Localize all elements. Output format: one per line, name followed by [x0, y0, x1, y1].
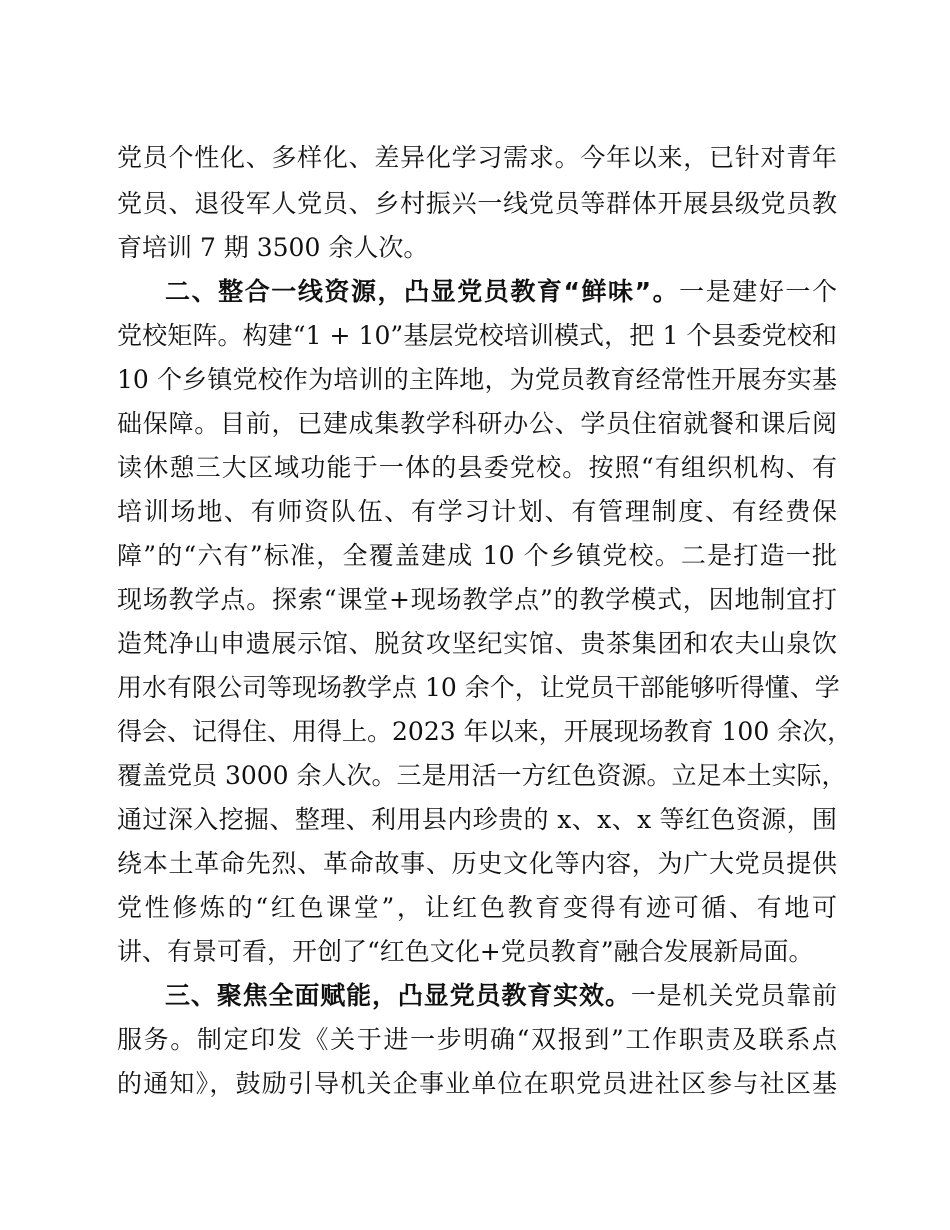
p1-line-1: 党员个性化、多样化、差异化学习需求。今年以来，已针对青年: [117, 143, 837, 172]
p2-line-6: 培训场地、有师资队伍、有学习计划、有管理制度、有经费保: [117, 497, 837, 526]
p2-line-9: 造梵净山申遗展示馆、脱贫攻坚纪实馆、贵茶集团和农夫山泉饮: [117, 629, 837, 658]
p2-line-3: 10 个乡镇党校作为培训的主阵地，为党员教育经常性开展夯实基: [117, 365, 837, 394]
p2-line-14: 绕本土革命先烈、革命故事、历史文化等内容，为广大党员提供: [117, 849, 837, 878]
p2-line-2: 党校矩阵。构建“1 + 10”基层党校培训模式，把 1 个县委党校和: [117, 321, 837, 350]
p2-line-5: 读休憩三大区域功能于一体的县委党校。按照“有组织机构、有: [117, 453, 837, 482]
p2-line-13: 通过深入挖掘、整理、利用县内珍贵的 x、x、x 等红色资源，围: [117, 805, 837, 834]
p3-line-1: [165, 974, 837, 1018]
p3-line-1-rest: 一是机关党员靠前: [630, 981, 837, 1010]
p2-line-10: 用水有限公司等现场教学点 10 余个，让党员干部能够听得懂、学: [117, 673, 840, 702]
section-heading-2: 二、整合一线资源，凸显党员教育“鲜味”。: [165, 277, 680, 306]
p2-line-8: 现场教学点。探索“课堂+现场教学点”的教学模式，因地制宜打: [117, 585, 837, 614]
p2-line-7: 障”的“六有”标准，全覆盖建成 10 个乡镇党校。二是打造一批: [117, 541, 837, 570]
section-heading-3: 三、聚焦全面赋能，凸显党员教育实效。: [165, 981, 631, 1010]
p3-line-3: 的通知》，鼓励引导机关企事业单位在职党员进社区参与社区基: [117, 1069, 837, 1098]
p2-line-12: 覆盖党员 3000 余人次。三是用活一方红色资源。立足本土实际，: [117, 761, 847, 790]
p2-line-15: 党性修炼的“红色课堂”，让红色教育变得有迹可循、有地可: [117, 893, 837, 922]
p2-line-1: [165, 270, 837, 314]
p2-line-16: 讲、有景可看，开创了“红色文化+党员教育”融合发展新局面。: [117, 937, 814, 966]
p1-line-3: 育培训 7 期 3500 余人次。: [117, 233, 429, 262]
p1-line-2: 党员、退役军人党员、乡村振兴一线党员等群体开展县级党员教: [117, 189, 837, 218]
p2-line-4: 础保障。目前，已建成集教学科研办公、学员住宿就餐和课后阅: [117, 409, 837, 438]
p3-line-2: 服务。制定印发《关于进一步明确“双报到”工作职责及联系点: [117, 1025, 837, 1054]
p2-line-11: 得会、记得住、用得上。2023 年以来，开展现场教育 100 余次，: [117, 717, 853, 746]
p2-line-1-rest: 一是建好一个: [679, 277, 837, 306]
